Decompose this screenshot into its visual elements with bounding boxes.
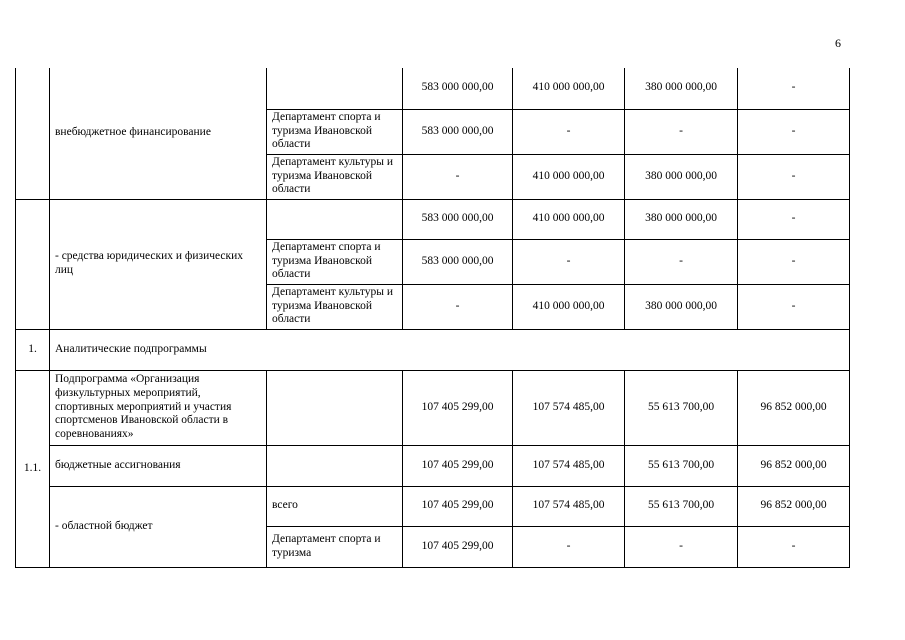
value-cell: 410 000 000,00: [513, 68, 625, 109]
budget-table: [15, 68, 850, 568]
funding-source-cell: - средства юридических и физических лиц: [50, 199, 267, 329]
value-cell: -: [738, 68, 850, 109]
value-cell: 55 613 700,00: [625, 445, 738, 486]
value-cell: -: [513, 239, 625, 284]
value-cell: 55 613 700,00: [625, 370, 738, 445]
department-cell: всего: [267, 486, 403, 526]
value-cell: -: [513, 526, 625, 567]
value-cell: 410 000 000,00: [513, 199, 625, 239]
funding-source-cell: - областной бюджет: [50, 486, 267, 567]
department-cell: [267, 370, 403, 445]
department-cell: Департамент спорта и туризма: [267, 526, 403, 567]
table-row: [16, 445, 850, 486]
table-row: [16, 199, 850, 239]
value-cell: 107 405 299,00: [403, 445, 513, 486]
value-cell: -: [738, 154, 850, 199]
value-cell: 107 405 299,00: [403, 526, 513, 567]
value-cell: -: [738, 109, 850, 154]
value-cell: 107 405 299,00: [403, 370, 513, 445]
value-cell: -: [625, 109, 738, 154]
value-cell: -: [403, 284, 513, 329]
value-cell: 96 852 000,00: [738, 370, 850, 445]
value-cell: -: [513, 109, 625, 154]
value-cell: 380 000 000,00: [625, 284, 738, 329]
value-cell: -: [403, 154, 513, 199]
value-cell: -: [738, 199, 850, 239]
department-cell: Департамент культуры и туризма Ивановской области: [267, 154, 403, 199]
value-cell: 583 000 000,00: [403, 68, 513, 109]
subprogram-title: Подпрограмма «Организация физкультурных мероприятий, спортивных мероприятий и участия спортсменов Ивановской области в соревнованиях»: [50, 370, 267, 445]
department-cell: [267, 68, 403, 109]
section-row: [16, 329, 850, 370]
department-cell: Департамент спорта и туризма Ивановской области: [267, 109, 403, 154]
section-title: Аналитические подпрограммы: [50, 329, 850, 370]
value-cell: 583 000 000,00: [403, 109, 513, 154]
value-cell: -: [625, 239, 738, 284]
value-cell: -: [738, 526, 850, 567]
subprogram-number: 1.1.: [16, 370, 50, 567]
table-row: [16, 68, 850, 109]
value-cell: -: [738, 239, 850, 284]
value-cell: 583 000 000,00: [403, 239, 513, 284]
value-cell: -: [738, 284, 850, 329]
department-cell: Департамент спорта и туризма Ивановской области: [267, 239, 403, 284]
section-number: 1.: [16, 329, 50, 370]
funding-source-cell: бюджетные ассигнования: [50, 445, 267, 486]
value-cell: 380 000 000,00: [625, 68, 738, 109]
value-cell: 96 852 000,00: [738, 445, 850, 486]
department-cell: [267, 445, 403, 486]
value-cell: 107 574 485,00: [513, 370, 625, 445]
value-cell: 410 000 000,00: [513, 284, 625, 329]
value-cell: 410 000 000,00: [513, 154, 625, 199]
value-cell: 380 000 000,00: [625, 199, 738, 239]
value-cell: 583 000 000,00: [403, 199, 513, 239]
funding-source-cell: внебюджетное финансирование: [50, 68, 267, 199]
department-cell: [267, 199, 403, 239]
value-cell: -: [625, 526, 738, 567]
value-cell: 107 574 485,00: [513, 486, 625, 526]
table-row: [16, 486, 850, 526]
value-cell: 96 852 000,00: [738, 486, 850, 526]
table-row: [16, 370, 850, 445]
value-cell: 107 574 485,00: [513, 445, 625, 486]
department-cell: Департамент культуры и туризма Ивановской области: [267, 284, 403, 329]
value-cell: 107 405 299,00: [403, 486, 513, 526]
row-number-cell: [16, 68, 50, 199]
value-cell: 55 613 700,00: [625, 486, 738, 526]
page-number: 6: [835, 36, 841, 50]
value-cell: 380 000 000,00: [625, 154, 738, 199]
row-number-cell: [16, 199, 50, 329]
